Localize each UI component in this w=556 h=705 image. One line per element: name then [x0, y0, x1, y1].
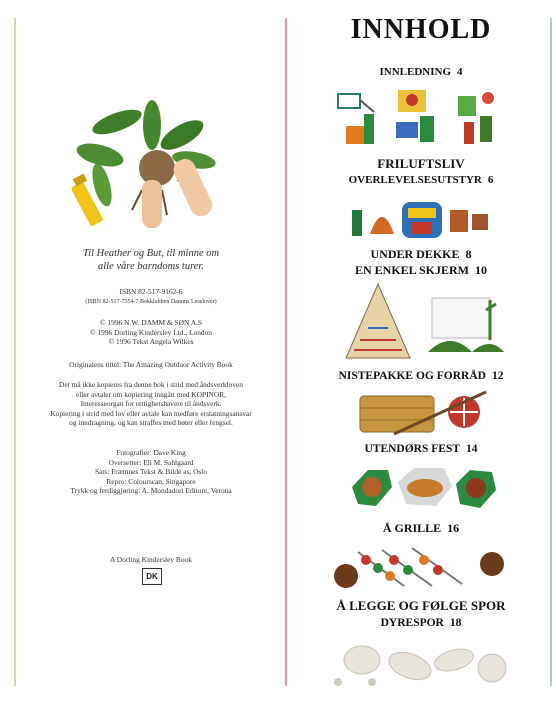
toc-entry-label: OVERLEVELSESUTSTYR [348, 174, 482, 186]
toc-entry [292, 247, 550, 262]
right-margin-rule [550, 18, 552, 686]
toc-entry-label: Å LEGGE OG FØLGE SPOR [336, 598, 506, 613]
contents-page [292, 0, 550, 705]
copyright-line: © 1996 N.W. DAMM & SØN A.S [99, 318, 203, 327]
toc-entry-label: EN ENKEL SKJERM [354, 263, 470, 277]
legal-line: Det må ikke kopieres fra denne bok i strid med åndsverkloven [59, 380, 243, 389]
credit-line: Trykk og ferdiggjøring: A. Mondadori Editore, Verona [70, 486, 232, 496]
shelter-illustration [340, 280, 506, 364]
credit-line: Repro: Colourscan, Singapore [106, 476, 196, 486]
credit-line: Sats: Fræmnes Tekst & Bilde as, Oslo [94, 467, 208, 477]
toc-entry-page: 10 [475, 263, 488, 277]
toc-entry-page: 16 [447, 521, 460, 535]
copyright-block [20, 318, 282, 347]
dk-logo: DK [142, 568, 162, 585]
legal-notice [20, 380, 282, 428]
copyright-line: © 1996 Dorling Kindersley Ltd., London [89, 327, 212, 337]
toc-entry-label: DYRESPOR [380, 617, 444, 629]
legal-line: og inndragning, og kan straffes med bøter eller fengsel. [69, 418, 233, 428]
toc-entry-page: 6 [487, 174, 494, 186]
toc-entry-label: FRILUFTSLIV [377, 156, 465, 171]
picnic-basket-illustration [354, 386, 494, 438]
toc-entry-page: 4 [457, 66, 463, 78]
toc-entry [292, 370, 550, 382]
gutter-rule [285, 18, 287, 686]
isbn: ISBN 82-517-9162-6 [119, 287, 183, 296]
toc-entry-label: UNDER DEKKE [370, 247, 460, 261]
imprint-page [20, 0, 282, 705]
introduction-illustrations [336, 86, 506, 152]
dedication-line: Til Heather og But, til minne om [82, 248, 220, 259]
party-food-illustration [348, 462, 498, 512]
left-margin-rule [14, 18, 16, 686]
copyright-line: © 1996 Tekst Angela Wilkes [108, 337, 194, 347]
toc-entry-label: UTENDØRS FEST [364, 443, 461, 455]
toc-entry [292, 521, 550, 536]
leaves-illustration [72, 100, 242, 230]
credit-line: Fotografier: Dave King [116, 448, 186, 457]
toc-entry [292, 598, 550, 614]
toc-entry [292, 174, 550, 186]
page-title: INNHOLD [350, 14, 492, 45]
dedication-line: alle våre barndoms turer. [98, 261, 204, 272]
grill-skewers-illustration [332, 542, 508, 590]
toc-entry-page: 14 [466, 443, 478, 455]
toc-entry-page: 8 [465, 247, 472, 261]
toc-entry [292, 263, 550, 278]
toc-entry-label: INNLEDNING [379, 66, 451, 78]
toc-entry-label: NISTEPAKKE OG FORRÅD [338, 370, 486, 382]
toc-entry-page: 12 [491, 370, 504, 382]
legal-line: Kopiering i strid med lov eller avtale kan medføre erstatningsansvar [50, 408, 252, 418]
toc-entry [292, 66, 550, 78]
isbn-book-club: (ISBN 82-517-7354-7 Bokklubben Damms Leselover) [85, 299, 217, 305]
toc-entry-label: Å GRILLE [382, 521, 442, 535]
survival-gear-illustration [350, 194, 496, 242]
publisher-line: A Dorling Kindersley Book [110, 555, 192, 564]
toc-entry [292, 443, 550, 455]
credit-line: Oversetter: Eli M. Sahlgaard [108, 457, 194, 467]
original-title: Originalens tittel: The Amazing Outdoor Activity Book [69, 360, 233, 369]
credits [20, 448, 282, 496]
animal-tracks-illustration [332, 638, 508, 688]
toc-entry [292, 156, 550, 172]
toc-entry [292, 617, 550, 629]
dedication [20, 247, 282, 273]
toc-entry-page: 18 [449, 617, 462, 629]
legal-line: Interesseorgan for rettighetshavere til åndsverk. [80, 399, 222, 409]
legal-line: eller avtaler om kopiering inngått med KOPINOR, [75, 389, 227, 399]
